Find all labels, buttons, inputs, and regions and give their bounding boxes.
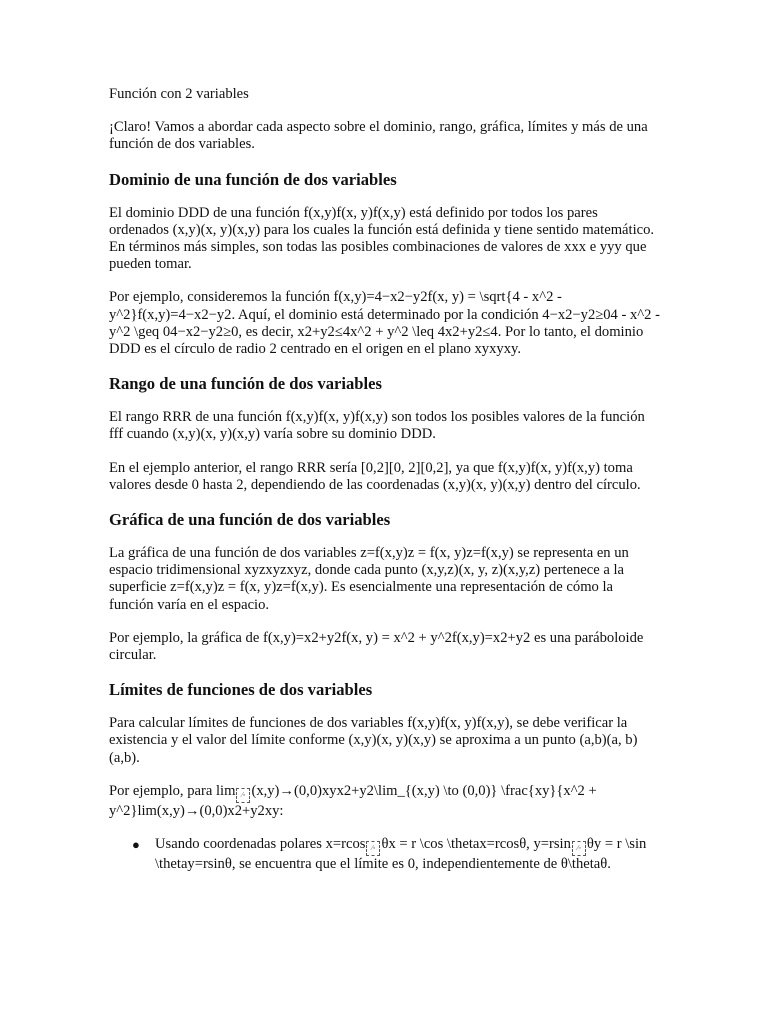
missing-glyph-icon: ⁄◦ xyxy=(366,841,380,856)
paragraph-limites-example xyxy=(109,783,661,820)
heading-dominio: Dominio de una función de dos variables xyxy=(109,169,397,189)
missing-glyph-icon: ⁄◦ xyxy=(572,841,586,856)
paragraph-limites-definition: Para calcular límites de funciones de dos variables f(x,y)f(x, y)f(x,y), se debe verificar la existencia y el valor del límite conforme (x,y)(x, y)(x,y) se aproxima a un punto (a,b)(a, b)(a,b). xyxy=(109,715,638,766)
paragraph-grafica-example: Por ejemplo, la gráfica de f(x,y)=x2+y2f(x, y) = x^2 + y^2f(x,y)=x2+y2 es una paráboloide circular. xyxy=(109,629,644,664)
paragraph-rango-definition: El rango RRR de una función f(x,y)f(x, y)f(x,y) son todos los posibles valores de la función fff cuando (x,y)(x, y)(x,y) varía sobre su dominio DDD. xyxy=(109,409,645,443)
limites-example-part2: (x,y)→(0,0)xyx2+y2\lim_{(x,y) \to (0,0)} \frac{xy}{x^2 + y^2}lim(x,y)→(0,0)x2+y2xy: xyxy=(109,782,597,819)
list-item xyxy=(132,836,661,873)
heading-limites: Límites de funciones de dos variables xyxy=(109,680,373,700)
paragraph-dominio-definition: El dominio DDD de una función f(x,y)f(x, y)f(x,y) está definido por todos los pares ordenados (x,y)(x, y)(x,y) para los cuales la función está definida y tiene sentido matemático. En términos más simples, son todas las posibles combinaciones de valores de xxx e yyy que pueden tomar. xyxy=(109,204,655,273)
bullet-part1: Usando coordenadas polares x=rcos xyxy=(155,836,366,853)
paragraph-rango-example: En el ejemplo anterior, el rango RRR sería [0,2][0, 2][0,2], ya que f(x,y)f(x, y)f(x,y) toma valores desde 0 hasta 2, dependiendo de las coordenadas (x,y)(x, y)(x,y) dentro del círculo. xyxy=(109,459,641,493)
bullet-part2: θx = r \cos \thetax=rcosθ, y=rsin xyxy=(381,836,571,853)
paragraph-dominio-example: Por ejemplo, consideremos la función f(x,y)=4−x2−y2f(x, y) = \sqrt{4 - x^2 - y^2}f(x,y)=4−x2−y2. Aquí, el dominio está determinado por la condición 4−x2−y2≥04 - x^2 - y^2 \geq 04−x2−y2≥0, es decir, x2+y2≤4x^2 + y^2 \leq 4x2+y2≤4. Por lo tanto, el dominio DDD es el círculo de radio 2 centrado en el origen en el plano xyxyxy. xyxy=(109,289,660,358)
limites-example-part1: Por ejemplo, para lim xyxy=(109,782,236,799)
heading-rango: Rango de una función de dos variables xyxy=(109,374,382,394)
paragraph-grafica-definition: La gráfica de una función de dos variables z=f(x,y)z = f(x, y)z=f(x,y) se representa en un espacio tridimensional xyzxyzxyz, donde cada punto (x,y,z)(x, y, z)(x,y,z) pertenece a la superficie z=f(x,y)z = f(x, y)z=f(x,y). Es esencialmente una representación de cómo la función varía en el espacio. xyxy=(109,545,629,613)
document-title: Función con 2 variables xyxy=(109,86,249,102)
document-page xyxy=(109,86,661,873)
bullet-icon: ● xyxy=(132,837,140,853)
missing-glyph-icon: ⁄◦ xyxy=(236,788,250,803)
heading-grafica: Gráfica de una función de dos variables xyxy=(109,510,391,530)
limites-bullet-list xyxy=(109,836,661,873)
intro-paragraph: ¡Claro! Vamos a abordar cada aspecto sobre el dominio, rango, gráfica, límites y más de una función de dos variables. xyxy=(109,119,648,153)
bullet-part3: θy = r \sin \thetay=rsinθ, se encuentra que el límite es 0, independientemente de θ\thetaθ. xyxy=(155,836,647,873)
